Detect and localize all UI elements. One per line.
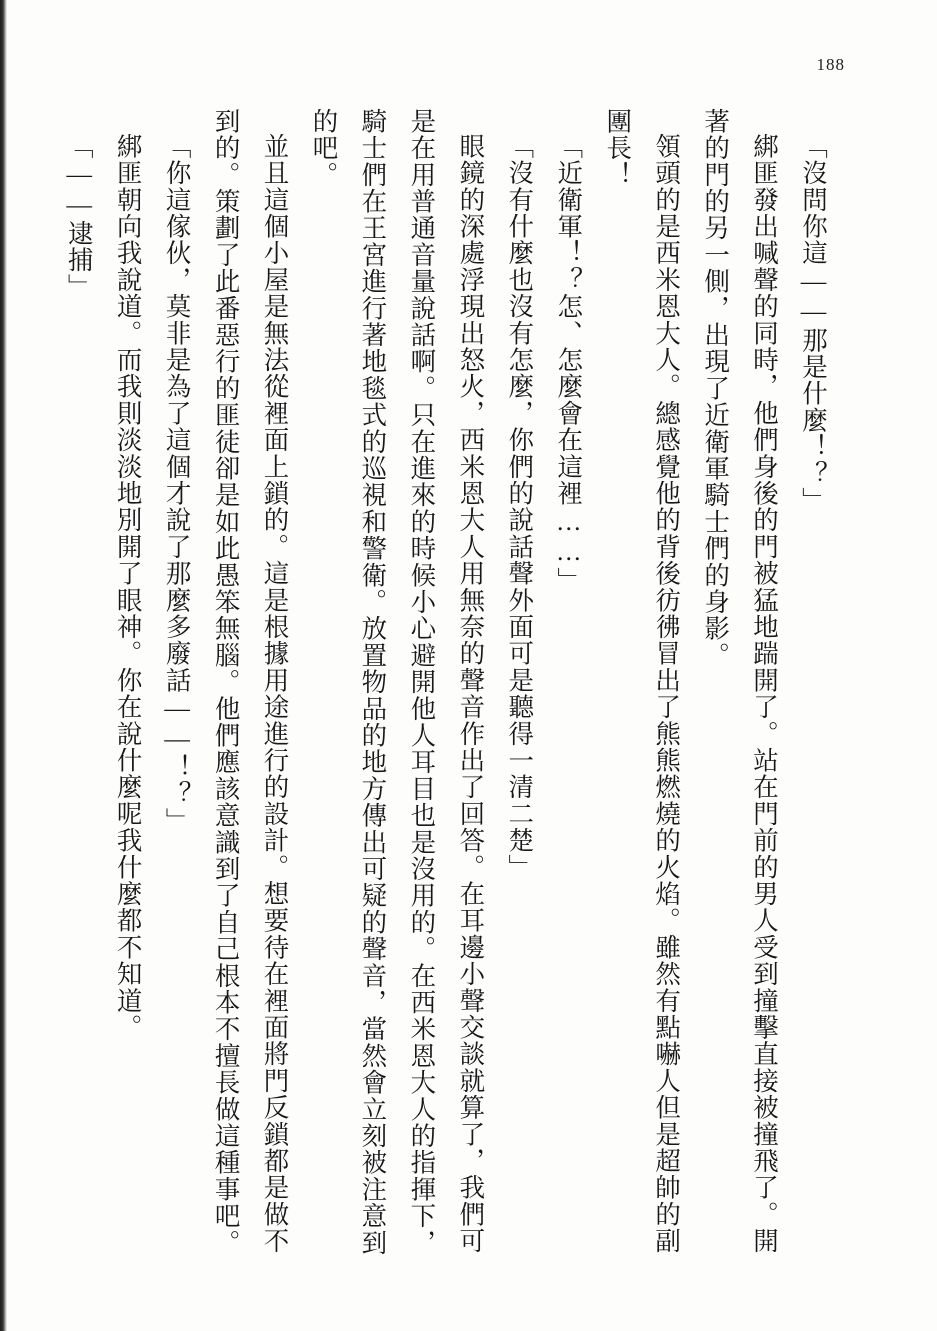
page-gutter-shadow: [0, 0, 7, 1331]
page-body-text: [64, 108, 837, 1268]
paragraph: 綁匪發出喊聲的同時，他們身後的門被猛地踹開了。站在門前的男人受到撞擊直接被撞飛了。開著的門的另一側，出現了近衛軍騎士們的身影。: [701, 108, 780, 1255]
paragraph: 「沒有什麼也沒有怎麼，你們的說話聲外面可是聽得一清二楚」: [505, 133, 535, 881]
paragraph: 「沒問你這——那是什麼！？」: [799, 133, 828, 514]
paragraph: 「你這傢伙，莫非是為了這個才說了那麼多廢話——！？」: [162, 133, 192, 835]
page-number: 188: [816, 55, 845, 74]
paragraph: 領頭的是西米恩大人。總感覺他的背後彷彿冒出了熊熊燃燒的火焰。雖然有點嚇人但是超帥的副團長！: [603, 108, 682, 1255]
paragraph: 「——逮捕」: [64, 133, 94, 301]
paragraph: 「近衛軍！？怎、怎麼會在這裡……」: [554, 133, 584, 594]
paragraph: 綁匪朝向我說道。而我則淡淡地別開了眼神。你在說什麼呢我什麼都不知道。: [113, 133, 143, 1041]
paragraph: 並且這個小屋是無法從裡面上鎖的。這是根據用途進行的設計。想要待在裡面將門反鎖都是做不到的。策劃了此番惡行的匪徒卻是如此愚笨無腦。他們應該意識到了自己根本不擅長做這種事吧。: [211, 108, 290, 1257]
paragraph: 眼鏡的深處浮現出怒火，西米恩大人用無奈的聲音作出了回答。在耳邊小聲交談就算了，我們可是在用普通音量說話啊。只在進來的時候小心避開他人耳目也是沒用的。在西米恩大人的指揮下，騎士們在王宮進行著地毯式的巡視和警衛。放置物品的地方傳出可疑的聲音，當然會立刻被注意到的吧。: [309, 108, 486, 1257]
